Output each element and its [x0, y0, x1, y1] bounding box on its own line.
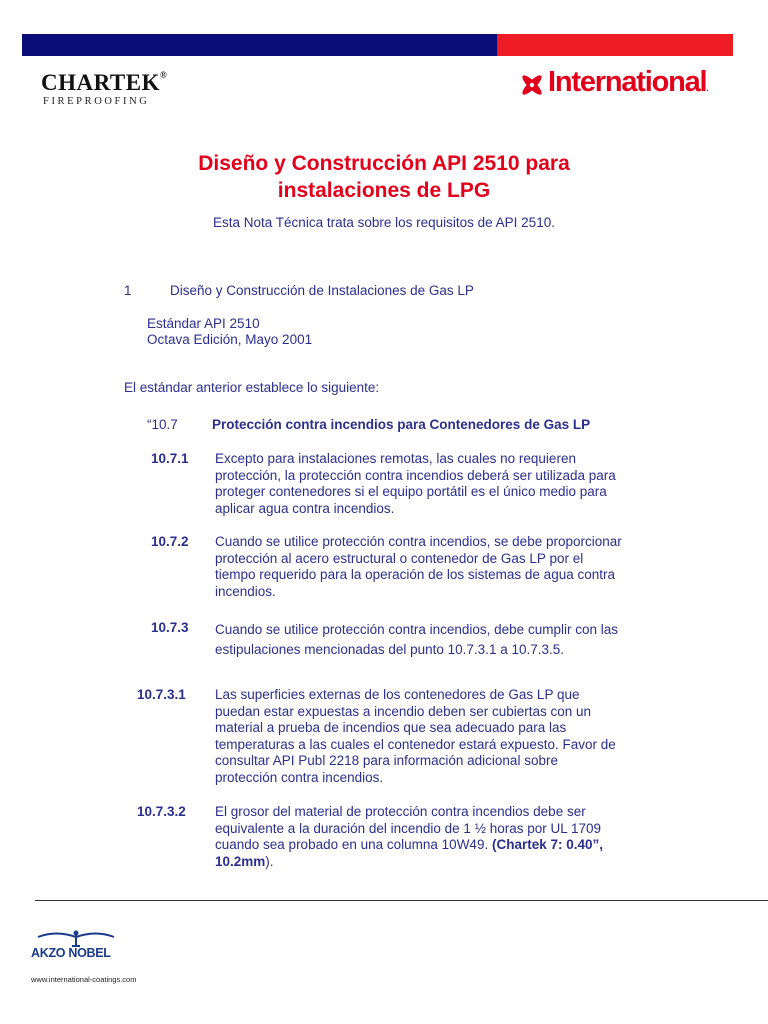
standard-edition: Octava Edición, Mayo 2001 [147, 332, 313, 347]
clause-number: 10.7.1 [151, 451, 189, 466]
footer-divider [35, 900, 768, 901]
quote-heading: Protección contra incendios para Contenedores de Gas LP [212, 417, 591, 432]
akzo-nobel-figure-icon [36, 928, 116, 948]
intro-text: El estándar anterior establece lo siguiente: [124, 380, 380, 395]
clause-text: Excepto para instalaciones remotas, las cuales no requieren protección, la protección contra incendios deberá ser utilizada para proteger contenedores si el equipo portátil es el único medio para aplicar agua contra incendios. [215, 451, 616, 516]
clause-text: Cuando se utilice protección contra incendios, se debe proporcionar protección al acero estructural o contenedor de Gas LP por el tiempo requerido para la operación de los sistemas de agua contra incendios. [215, 534, 622, 599]
clause-number: 10.7.2 [151, 534, 189, 549]
clause-number: 10.7.3.2 [137, 804, 186, 819]
international-logo: International. [548, 66, 709, 98]
clause-number: 10.7.3 [151, 620, 189, 635]
chartek-thickness-note: (Chartek 7: 0.40”, [491, 837, 604, 852]
standard-name: Estándar API 2510 [147, 316, 260, 331]
akzo-nobel-logo: AKZO NOBEL [31, 946, 111, 960]
footer-url[interactable]: www.international-coatings.com [31, 975, 137, 984]
chartek-logo: CHARTEK® [41, 70, 168, 95]
document-title: Diseño y Construcción API 2510 para instalaciones de LPG [198, 152, 570, 202]
chartek-tagline: FIREPROOFING [43, 96, 150, 107]
clause-text: El grosor del material de protección contra incendios debe ser equivalente a la duración del incendio de 1 ½ horas por UL 1709 cuando sea probado en una columna 10W49. (Chartek 7: 0.40”, 10.2mm). [215, 804, 604, 869]
section-heading: Diseño y Construcción de Instalaciones de Gas LP [170, 283, 474, 298]
clause-number: 10.7.3.1 [137, 687, 186, 702]
x-mark-icon [517, 70, 547, 100]
document-subtitle: Esta Nota Técnica trata sobre los requisitos de API 2510. [213, 215, 555, 230]
header-bar-red [497, 34, 733, 56]
quote-number: “10.7 [147, 417, 178, 432]
section-number: 1 [124, 283, 132, 298]
header-bar-blue [22, 34, 497, 56]
clause-text: Cuando se utilice protección contra incendios, debe cumplir con las estipulaciones mencionadas del punto 10.7.3.1 a 10.7.3.5. [215, 622, 618, 657]
clause-text: Las superficies externas de los contenedores de Gas LP que puedan estar expuestas a incendio deben ser cubiertas con un material a prueba de incendios que sea adecuado para las temperaturas a las cuales el contenedor estará expuesto. Favor de consultar API Publ 2218 para información adicional sobre protección contra incendios. [215, 687, 616, 785]
